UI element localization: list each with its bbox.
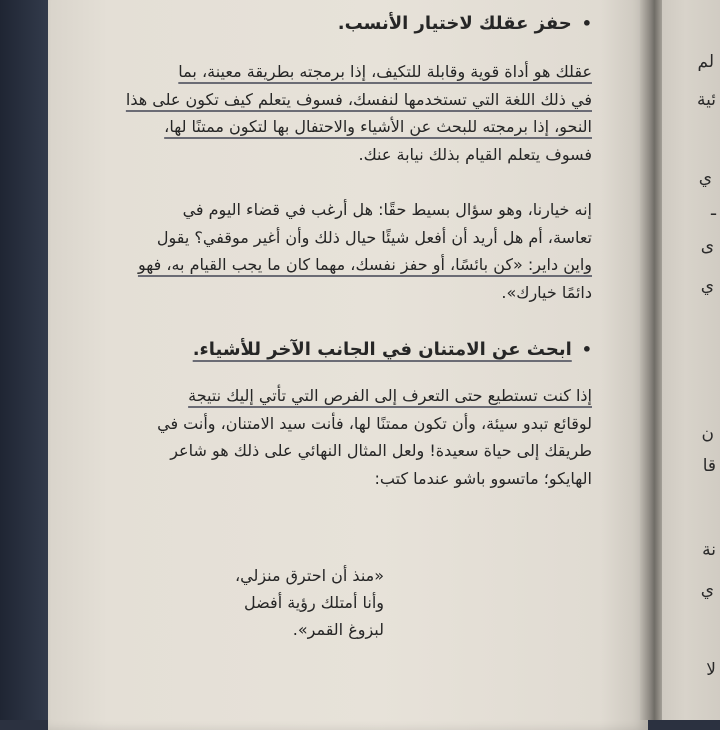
poem-line: «منذ أن احترق منزلي، (234, 566, 384, 585)
next-page-fragment: ي (700, 276, 714, 296)
section-heading-text: حفز عقلك لاختيار الأنسب. (337, 13, 572, 34)
next-page-fragment: لا (706, 660, 716, 680)
paragraph (92, 382, 592, 492)
poem-line: لبزوغ القمر». (292, 620, 384, 639)
book-gutter (640, 0, 664, 720)
next-page-fragment: نة (702, 540, 716, 560)
next-page-fragment: ن (701, 424, 714, 444)
bullet-icon: • (581, 340, 592, 359)
text-line: فسوف يتعلم القيام بذلك نيابة عنك. (358, 144, 592, 164)
paragraph (92, 196, 592, 306)
page-text (92, 0, 592, 720)
text-line: النحو، إذا برمجته للبحث عن الأشياء والاحتفال بها لتكون ممتنًا لها، (164, 117, 592, 136)
next-page-fragment: ئية (697, 90, 716, 110)
next-page-fragment: قا (702, 456, 716, 476)
text-line: في ذلك اللغة التي تستخدمها لنفسك، فسوف يتعلم كيف تكون على هذا (125, 89, 592, 109)
section-heading (92, 338, 592, 362)
text-line: واين داير: «كن بائسًا، أو حفز نفسك، مهما كان ما يجب القيام به، فهو (137, 255, 592, 274)
text-line: إنه خيارنا، وهو سؤال بسيط حقًا: هل أرغب في قضاء اليوم في (182, 200, 592, 219)
next-page-fragment: ي (700, 580, 714, 600)
next-page-fragment: ي (698, 168, 712, 188)
text-line: دائمًا خيارك». (501, 282, 592, 302)
next-page-fragment: ى (700, 236, 714, 256)
text-line: لوقائع تبدو سيئة، وأن تكون ممتنًا لها، فأنت سيد الامتنان، وأنت في (157, 413, 592, 433)
text-line: الهايكو؛ ماتسوو باشو عندما كتب: (374, 468, 592, 488)
bullet-icon: • (581, 14, 592, 33)
section-heading (92, 12, 592, 36)
next-page (662, 0, 720, 720)
text-line: طريقك إلى حياة سعيدة! ولعل المثال النهائي على ذلك هو شاعر (170, 441, 592, 460)
section-heading-text: ابحث عن الامتنان في الجانب الآخر للأشياء. (192, 339, 572, 360)
text-line: إذا كنت تستطيع حتى التعرف إلى الفرص التي تأتي إليك نتيجة (188, 386, 592, 405)
next-page-fragment: ـ (711, 200, 716, 220)
next-page-fragment: لم (697, 52, 714, 72)
text-line: تعاسة، أم هل أريد أن أفعل شيئًا حيال ذلك وأن أغير موقفي؟ يقول (156, 227, 592, 247)
text-line: عقلك هو أداة قوية وقابلة للتكيف، إذا برمجته بطريقة معينة، بما (178, 62, 592, 81)
poem-quote (144, 562, 384, 643)
paragraph (92, 58, 592, 168)
poem-line: وأنا أمتلك رؤية أفضل (244, 593, 384, 612)
